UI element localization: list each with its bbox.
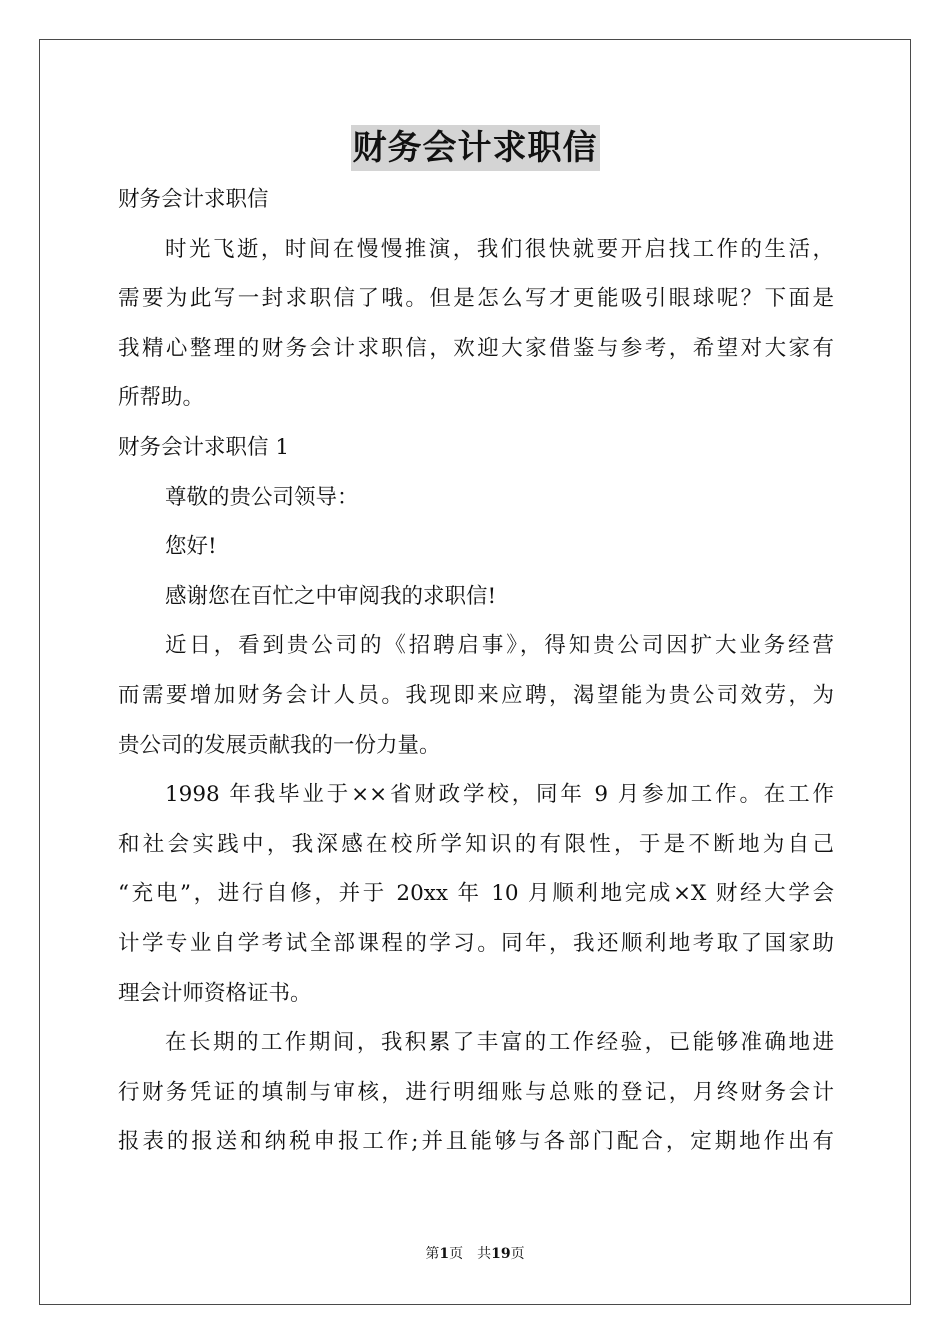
text-line: 理会计师资格证书。 bbox=[118, 980, 312, 1006]
document-title: 财务会计求职信 bbox=[351, 125, 600, 171]
page-footer bbox=[0, 1244, 950, 1264]
title-container bbox=[0, 125, 950, 171]
text-line: 您好! bbox=[165, 534, 217, 560]
text-line: 财务会计求职信 1 bbox=[118, 434, 290, 460]
text-line: 感谢您在百忙之中审阅我的求职信! bbox=[165, 583, 497, 609]
text-line: 所帮助。 bbox=[118, 385, 205, 411]
text-line: 财务会计求职信 bbox=[118, 187, 269, 212]
text-line: 报表的报送和纳税申报工作;并且能够与各部门配合，定期地作出有 bbox=[118, 1129, 834, 1155]
text-line: 尊敬的贵公司领导： bbox=[165, 484, 359, 510]
footer-prefix: 第 bbox=[425, 1246, 440, 1262]
footer-total-pages: 19 bbox=[491, 1246, 511, 1262]
footer-current-page: 1 bbox=[439, 1246, 450, 1262]
footer-total-suffix: 页 bbox=[510, 1246, 525, 1262]
text-line: 近日，看到贵公司的《招聘启事》，得知贵公司因扩大业务经营 bbox=[165, 633, 834, 659]
text-line: 贵公司的发展贡献我的一份力量。 bbox=[118, 732, 441, 758]
text-line: 需要为此写一封求职信了哦。但是怎么写才更能吸引眼球呢？下面是 bbox=[118, 286, 834, 312]
text-line: 和社会实践中，我深感在校所学知识的有限性，于是不断地为自己 bbox=[118, 831, 834, 857]
text-line: 时光飞逝，时间在慢慢推演，我们很快就要开启找工作的生活， bbox=[165, 236, 834, 262]
footer-page-word: 页 bbox=[449, 1246, 464, 1262]
text-line: 行财务凭证的填制与审核，进行明细账与总账的登记，月终财务会计 bbox=[118, 1079, 834, 1105]
text-line: 计学专业自学考试全部课程的学习。同年，我还顺利地考取了国家助 bbox=[118, 930, 834, 956]
text-line: 1998 年我毕业于××省财政学校，同年 9 月参加工作。在工作 bbox=[165, 782, 834, 808]
text-line: “充电”，进行自修，并于 20xx 年 10 月顺利地完成×X 财经大学会 bbox=[118, 881, 834, 907]
text-line: 我精心整理的财务会计求职信，欢迎大家借鉴与参考，希望对大家有 bbox=[118, 335, 834, 361]
text-line: 而需要增加财务会计人员。我现即来应聘，渴望能为贵公司效劳，为 bbox=[118, 682, 834, 708]
footer-total-prefix: 共 bbox=[477, 1246, 492, 1262]
text-line: 在长期的工作期间，我积累了丰富的工作经验，已能够准确地进 bbox=[165, 1030, 834, 1056]
document-body bbox=[118, 175, 834, 1167]
